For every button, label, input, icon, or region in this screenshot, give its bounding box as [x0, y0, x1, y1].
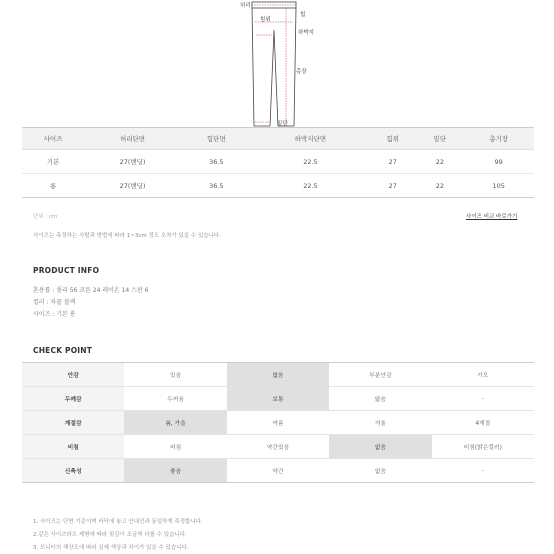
size-table	[22, 127, 534, 198]
table-cell: 22.5	[252, 174, 370, 198]
table-cell: 27(밴딩)	[84, 150, 181, 174]
check-option-selected: 좋음	[124, 459, 226, 483]
table-cell: 27	[369, 150, 416, 174]
diagram-label-hip: 힙	[300, 12, 306, 18]
check-option: 겨울	[329, 411, 431, 435]
check-option: 약간	[227, 459, 329, 483]
check-row	[22, 387, 534, 411]
product-info-line: 컬러 : 차콜 블랙	[33, 299, 76, 306]
check-option-selected: 없음	[227, 363, 329, 387]
check-option-selected: 봄, 가을	[124, 411, 226, 435]
check-option-selected: 없음	[329, 435, 431, 459]
size-table-header: 사이즈	[22, 128, 84, 150]
check-row-label: 안감	[22, 363, 124, 387]
table-cell: 105	[463, 174, 534, 198]
table-cell: 27	[369, 174, 416, 198]
pants-outline-icon	[230, 0, 330, 128]
size-compare-link[interactable]: 사이즈 비교 바로가기	[466, 214, 518, 220]
check-option: 약간있음	[227, 435, 329, 459]
table-cell: 99	[463, 150, 534, 174]
check-row	[22, 459, 534, 483]
check-option: 비침(밝은컬러)	[432, 435, 534, 459]
check-option: 기모	[432, 363, 534, 387]
size-table-header-row	[22, 128, 534, 150]
check-option: 얇음	[329, 387, 431, 411]
check-option: 두꺼움	[124, 387, 226, 411]
table-cell: 기본	[22, 150, 84, 174]
check-point-table	[22, 362, 534, 483]
product-info-line: 혼용률 : 폴리 56 코튼 24 레이온 14 스판 6	[33, 287, 149, 294]
pants-diagram	[230, 0, 330, 128]
table-cell: 롱	[22, 174, 84, 198]
table-cell: 36.5	[181, 174, 252, 198]
diagram-label-thigh: 힘위	[260, 17, 271, 23]
unit-text: 단위 : cm	[33, 214, 58, 220]
check-row-label: 두께감	[22, 387, 124, 411]
check-option: -	[432, 387, 534, 411]
check-option: 없음	[329, 459, 431, 483]
product-info-line: 사이즈 : 기본 롱	[33, 311, 76, 318]
check-row	[22, 363, 534, 387]
table-cell: 27(밴딩)	[84, 174, 181, 198]
check-row	[22, 435, 534, 459]
size-table-header: 힘위	[369, 128, 416, 150]
diagram-label-length: 총장	[296, 69, 307, 75]
check-option: 여름	[227, 411, 329, 435]
size-table-header: 총기장	[463, 128, 534, 150]
check-option: -	[432, 459, 534, 483]
table-cell: 22	[416, 174, 463, 198]
table-cell: 22.5	[252, 150, 370, 174]
check-option: 부분안감	[329, 363, 431, 387]
note-line: 1. 사이즈는 단면 기준이며 바닥에 놓고 안내선과 동일하게 측정합니다.	[33, 519, 203, 525]
check-row	[22, 411, 534, 435]
table-row	[22, 150, 534, 174]
check-point-title: CHECK POINT	[33, 346, 93, 355]
table-cell: 22	[416, 150, 463, 174]
check-option: 있음	[124, 363, 226, 387]
diagram-label-rise: 하박지	[298, 30, 314, 36]
size-table-header: 힙단면	[181, 128, 252, 150]
table-row	[22, 174, 534, 198]
diagram-label-waist: 허리	[240, 3, 251, 9]
product-info-title: PRODUCT INFO	[33, 266, 100, 275]
check-option: 4계절	[432, 411, 534, 435]
check-row-label: 계절감	[22, 411, 124, 435]
note-line: 2.같은 사이즈라도 제형에 따라 핏감이 조금씩 다를 수 있습니다.	[33, 532, 187, 538]
size-table-header: 하박지단면	[252, 128, 370, 150]
size-table-header: 허리단면	[84, 128, 181, 150]
size-note: 사이즈는 측정하는 사람과 방법에 따라 1~3cm 정도 오차가 있을 수 있습니다.	[33, 233, 221, 239]
check-row-label: 비침	[22, 435, 124, 459]
check-option: 비침	[124, 435, 226, 459]
table-cell: 36.5	[181, 150, 252, 174]
check-row-label: 신축성	[22, 459, 124, 483]
check-option-selected: 보통	[227, 387, 329, 411]
note-line: 3. 모니터의 해상도에 따라 실제 색상과 차이가 있을 수 있습니다.	[33, 545, 189, 551]
size-table-header: 밑단	[416, 128, 463, 150]
diagram-label-hem: 밑단	[277, 121, 288, 127]
